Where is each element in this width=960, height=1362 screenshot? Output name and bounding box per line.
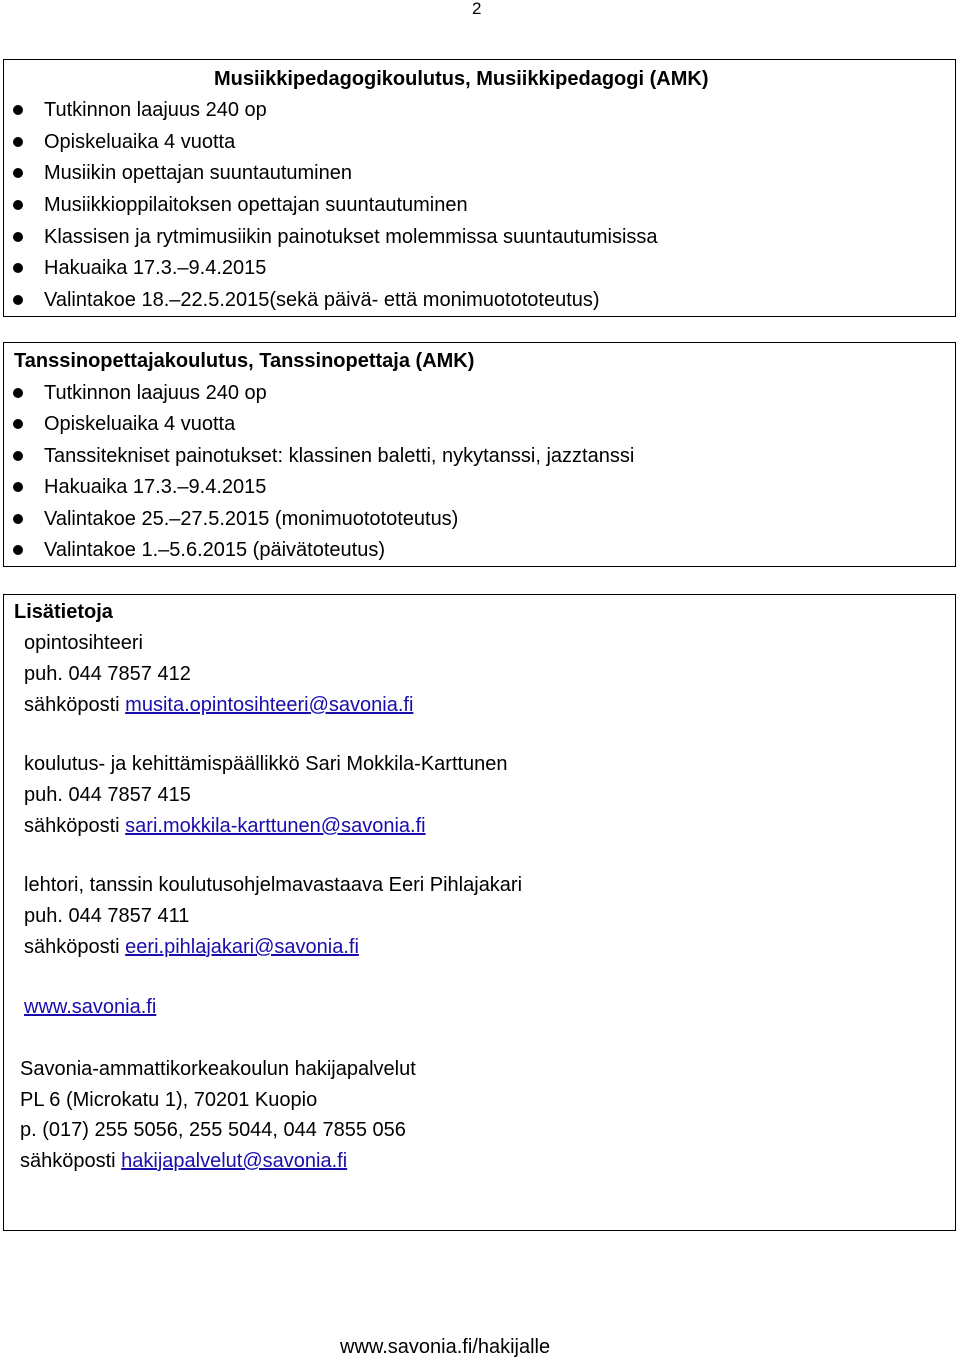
office-address: PL 6 (Microkatu 1), 70201 Kuopio <box>20 1089 318 1111</box>
email-label: sähköposti <box>20 1150 122 1172</box>
office-email-row <box>20 1149 347 1173</box>
section-title: Tanssinopettajakoulutus, Tanssinopettaja (AMK) <box>14 350 475 372</box>
bullet-icon <box>13 514 23 524</box>
list-item: Valintakoe 25.–27.5.2015 (monimuotototeutus) <box>44 508 459 530</box>
bullet-icon <box>13 200 23 210</box>
list-item: Tutkinnon laajuus 240 op <box>44 99 267 121</box>
list-item: Valintakoe 1.–5.6.2015 (päivätoteutus) <box>44 539 385 561</box>
list-item: Musiikin opettajan suuntautuminen <box>44 162 352 184</box>
list-item: Hakuaika 17.3.–9.4.2015 <box>44 257 267 279</box>
contact-info-section <box>3 594 956 1231</box>
office-name: Savonia-ammattikorkeakoulun hakijapalvelut <box>20 1058 416 1080</box>
bullet-icon <box>13 419 23 429</box>
dance-teacher-section <box>3 342 956 567</box>
contact-role: lehtori, tanssin koulutusohjelmavastaava Eeri Pihlajakari <box>24 874 523 896</box>
list-item: Opiskeluaika 4 vuotta <box>44 413 236 435</box>
bullet-icon <box>13 137 23 147</box>
section-title: Lisätietoja <box>14 601 113 623</box>
website-link[interactable]: www.savonia.fi <box>24 996 157 1018</box>
list-item: Opiskeluaika 4 vuotta <box>44 131 236 153</box>
footer-url: www.savonia.fi/hakijalle <box>340 1336 551 1358</box>
email-link[interactable]: musita.opintosihteeri@savonia.fi <box>125 694 414 716</box>
office-phones: p. (017) 255 5056, 255 5044, 044 7855 056 <box>20 1119 406 1141</box>
email-label: sähköposti <box>24 815 126 837</box>
list-item: Klassisen ja rytmimusiikin painotukset molemmissa suuntautumisissa <box>44 226 658 248</box>
bullet-icon <box>13 451 23 461</box>
bullet-icon <box>13 105 23 115</box>
bullet-icon <box>13 263 23 273</box>
section-title: Musiikkipedagogikoulutus, Musiikkipedagogi (AMK) <box>214 68 709 90</box>
contact-phone: puh. 044 7857 412 <box>24 663 191 685</box>
contact-role: opintosihteeri <box>24 632 143 654</box>
bullet-icon <box>13 295 23 305</box>
bullet-icon <box>13 168 23 178</box>
email-link[interactable]: hakijapalvelut@savonia.fi <box>121 1150 348 1172</box>
music-pedagogy-section <box>3 59 956 317</box>
bullet-icon <box>13 232 23 242</box>
list-item: Valintakoe 18.–22.5.2015(sekä päivä- että monimuotototeutus) <box>44 289 600 311</box>
contact-email-row <box>24 814 426 838</box>
email-label: sähköposti <box>24 694 126 716</box>
contact-role: koulutus- ja kehittämispäällikkö Sari Mokkila-Karttunen <box>24 753 508 775</box>
list-item: Tutkinnon laajuus 240 op <box>44 382 267 404</box>
contact-email-row <box>24 935 359 959</box>
contact-email-row <box>24 693 413 717</box>
email-link[interactable]: eeri.pihlajakari@savonia.fi <box>125 936 359 958</box>
contact-phone: puh. 044 7857 415 <box>24 784 191 806</box>
website-row <box>24 995 156 1019</box>
bullet-icon <box>13 482 23 492</box>
list-item: Musiikkioppilaitoksen opettajan suuntautuminen <box>44 194 468 216</box>
bullet-icon <box>13 545 23 555</box>
bullet-icon <box>13 388 23 398</box>
list-item: Hakuaika 17.3.–9.4.2015 <box>44 476 267 498</box>
email-link[interactable]: sari.mokkila-karttunen@savonia.fi <box>125 815 426 837</box>
email-label: sähköposti <box>24 936 126 958</box>
contact-phone: puh. 044 7857 411 <box>24 905 190 927</box>
page-number: 2 <box>472 0 482 18</box>
list-item: Tanssitekniset painotukset: klassinen baletti, nykytanssi, jazztanssi <box>44 445 635 467</box>
